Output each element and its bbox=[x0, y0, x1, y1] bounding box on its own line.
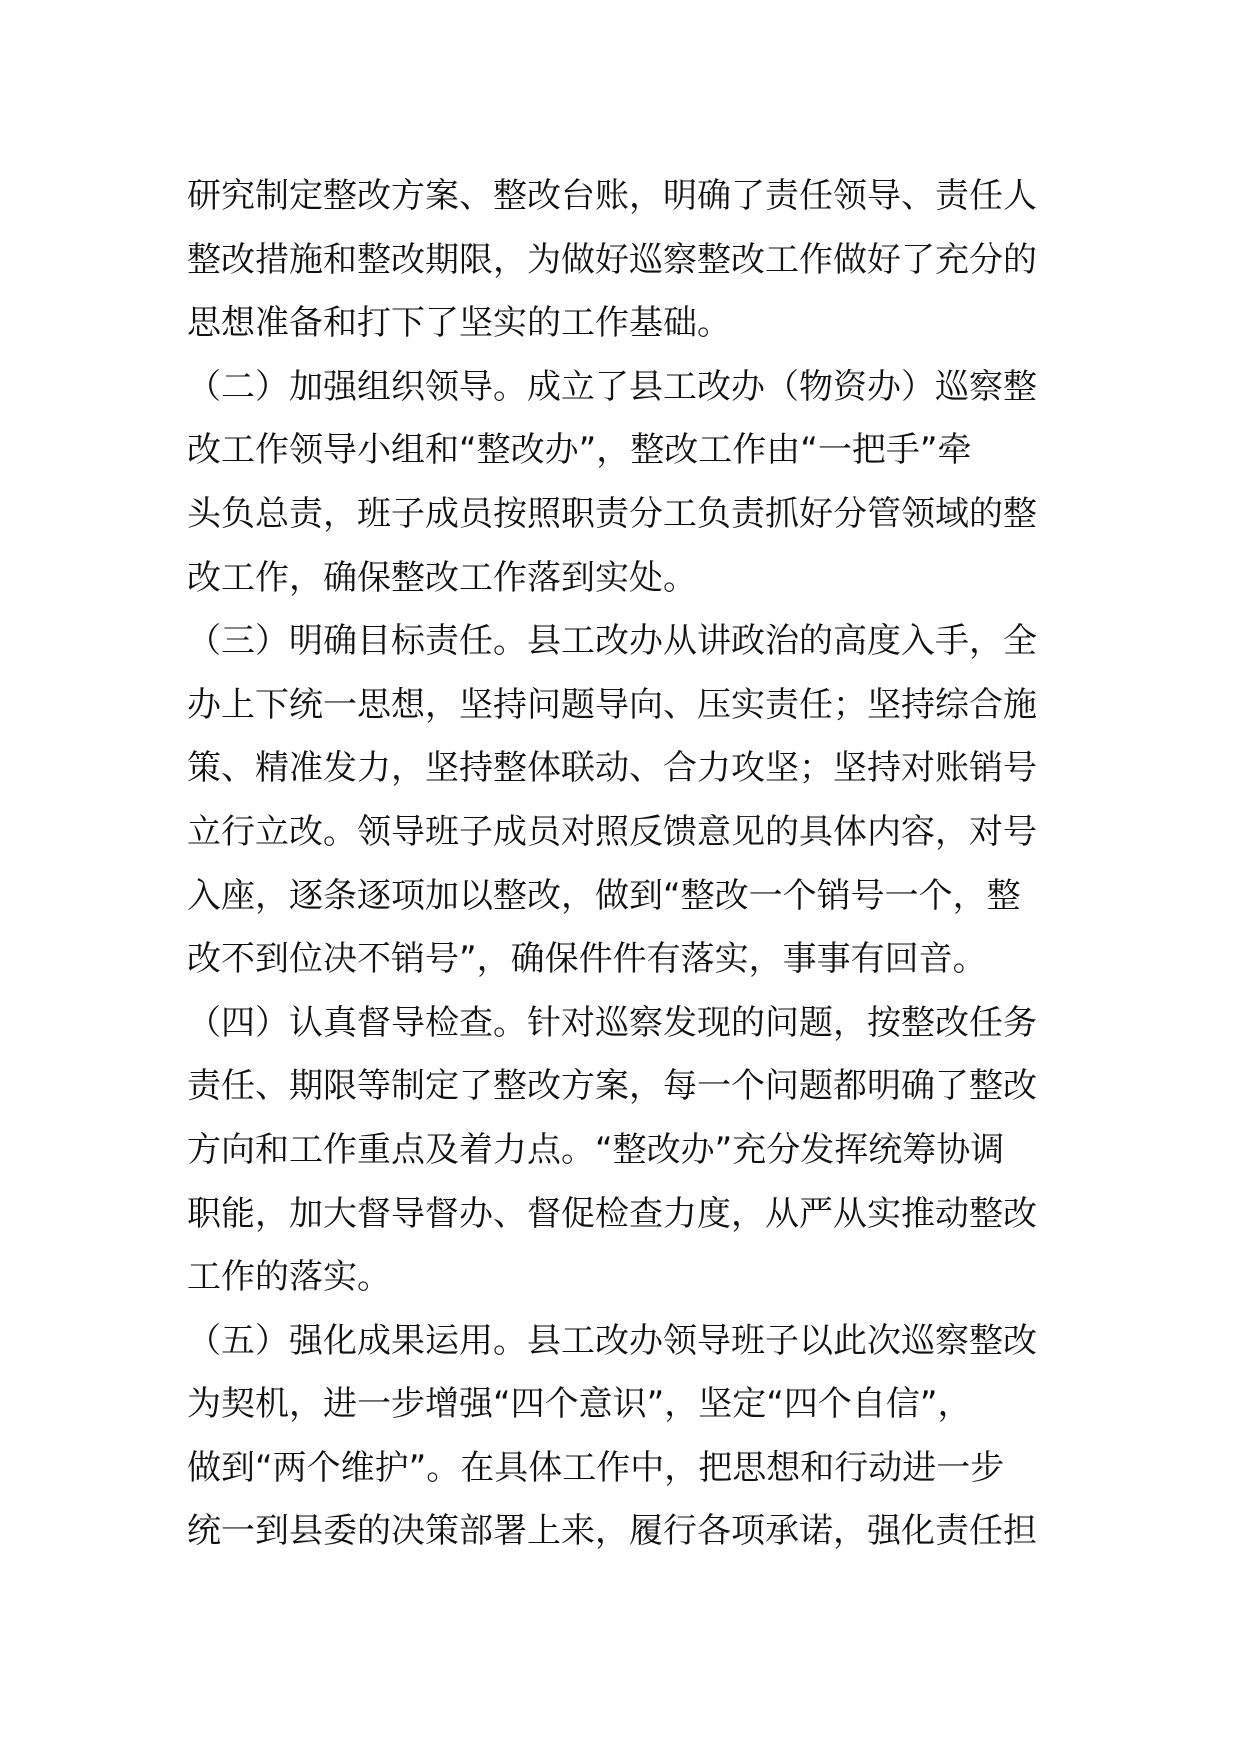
text-line: 策、精准发力，坚持整体联动、合力攻坚；坚持对账销号 bbox=[187, 748, 1037, 789]
text-line: （五）强化成果运用。县工改办领导班子以此次巡察整改 bbox=[187, 1320, 1037, 1361]
text-line: 方向和工作重点及着力点。“整改办”充分发挥统筹协调 bbox=[187, 1129, 1005, 1170]
text-line: 责任、期限等制定了整改方案，每一个问题都明确了整改 bbox=[187, 1066, 1037, 1107]
text-line: 改工作领导小组和“整改办”，整改工作由“一把手”牵 bbox=[187, 430, 972, 471]
text-line: 头负总责，班子成员按照职责分工负责抓好分管领域的整 bbox=[187, 493, 1037, 534]
text-line: 改工作，确保整改工作落到实处。 bbox=[187, 557, 697, 598]
text-line: 思想准备和打下了坚实的工作基础。 bbox=[187, 303, 731, 344]
text-line: （三）明确目标责任。县工改办从讲政治的高度入手，全 bbox=[187, 621, 1037, 662]
body-text bbox=[187, 165, 1055, 1564]
text-line: 立行立改。领导班子成员对照反馈意见的具体内容，对号 bbox=[187, 811, 1037, 852]
text-line: 整改措施和整改期限，为做好巡察整改工作做好了充分的 bbox=[187, 239, 1037, 280]
text-line: 改不到位决不销号”，确保件件有落实，事事有回音。 bbox=[187, 939, 987, 980]
text-line: 做到“两个维护”。在具体工作中，把思想和行动进一步 bbox=[187, 1447, 1005, 1488]
text-line: 入座，逐条逐项加以整改，做到“整改一个销号一个，整 bbox=[187, 875, 1021, 916]
text-line: 工作的落实。 bbox=[187, 1257, 391, 1298]
text-line: 办上下统一思想，坚持问题导向、压实责任；坚持综合施 bbox=[187, 684, 1037, 725]
text-line: （四）认真督导检查。针对巡察发现的问题，按整改任务 bbox=[187, 1002, 1037, 1043]
text-line: 职能，加大督导督办、督促检查力度，从严从实推动整改 bbox=[187, 1193, 1037, 1234]
text-line: 为契机，进一步增强“四个意识”，坚定“四个自信”， bbox=[187, 1384, 972, 1425]
text-line: 研究制定整改方案、整改台账，明确了责任领导、责任人 bbox=[187, 176, 1037, 216]
text-line: 统一到县委的决策部署上来，履行各项承诺，强化责任担 bbox=[187, 1511, 1037, 1552]
text-line: （二）加强组织领导。成立了县工改办（物资办）巡察整 bbox=[187, 366, 1037, 407]
